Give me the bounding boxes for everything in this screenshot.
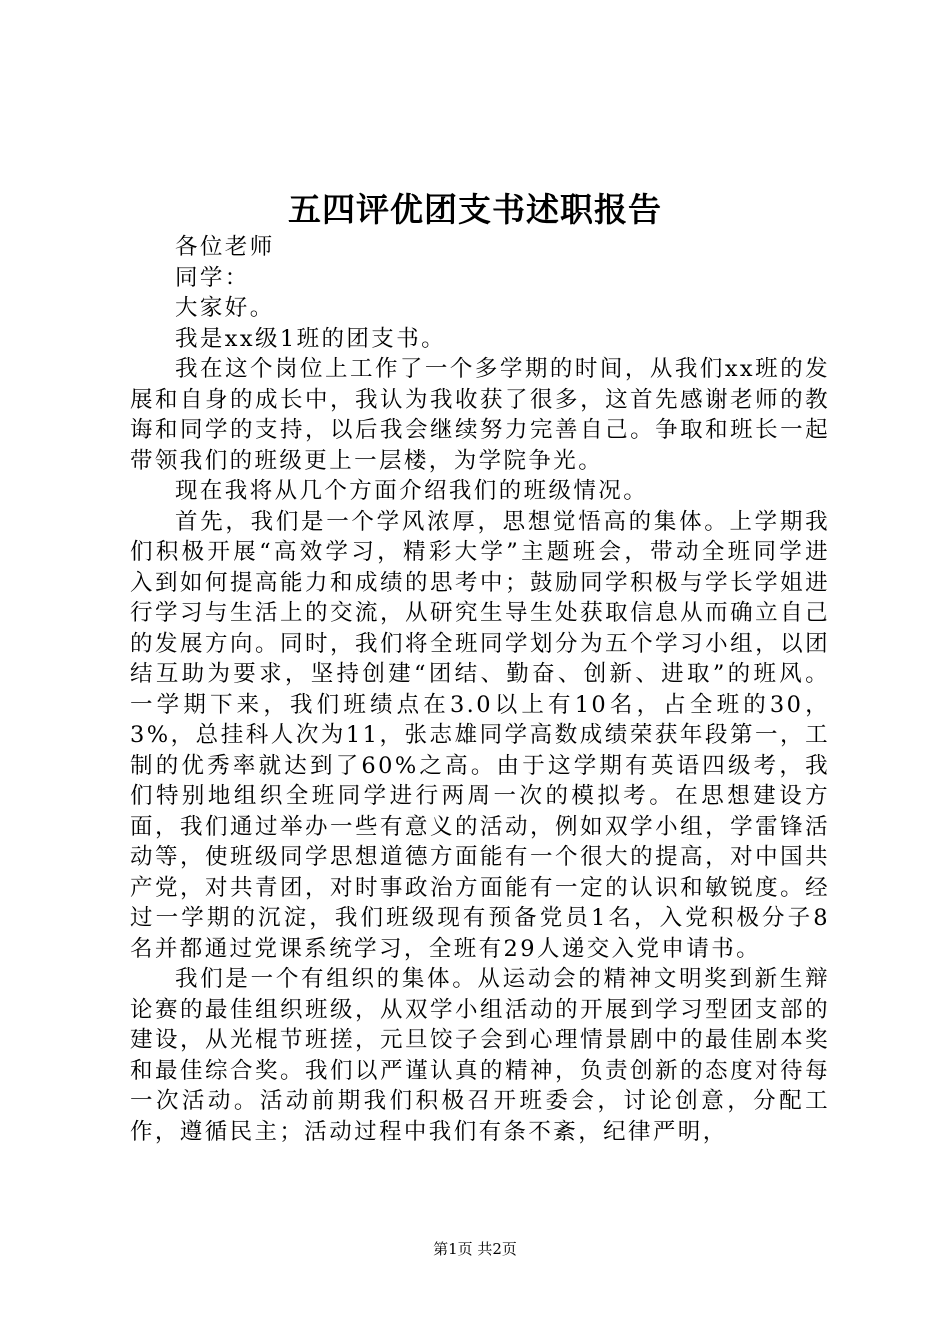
document-title: 五四评优团支书述职报告	[288, 190, 662, 229]
body-paragraph: 我是xx级1班的团支书。	[175, 325, 446, 352]
document-body	[130, 232, 830, 1147]
body-paragraph: 我在这个岗位上工作了一个多学期的时间，从我们xx班的发展和自身的成长中，我认为我收获了很多，这首先感谢老师的教诲和同学的支持，以后我会继续努力完善自己。争取和班长一起带领我们的班级更上一层楼，为学院争光。	[130, 356, 830, 474]
body-paragraph: 首先，我们是一个学风浓厚，思想觉悟高的集体。上学期我们积极开展“高效学习，精彩大学”主题班会，带动全班同学进入到如何提高能力和成绩的思考中；鼓励同学积极与学长学姐进行学习与生活上的交流，从研究生导生处获取信息从而确立自己的发展方向。同时，我们将全班同学划分为五个学习小组，以团结互助为要求，坚持创建“团结、勤奋、创新、进取”的班风。一学期下来，我们班绩点在3.0以上有10名，占全班的30，3%，总挂科人次为11，张志雄同学高数成绩荣获年段第一，工制的优秀率就达到了60%之高。由于这学期有英语四级考，我们特别地组织全班同学进行两周一次的模拟考。在思想建设方面，我们通过举办一些有意义的活动，例如双学小组，学雷锋活动等，使班级同学思想道德方面能有一个很大的提高，对中国共产党，对共青团，对时事政治方面能有一定的认识和敏锐度。经过一学期的沉淀，我们班级现有预备党员1名，入党积极分子8名并都通过党课系统学习，全班有29人递交入党申请书。	[130, 508, 830, 962]
salutation-line: 同学：	[175, 264, 250, 291]
greeting-line: 大家好。	[175, 295, 275, 321]
salutation-line: 各位老师	[175, 234, 275, 260]
body-paragraph: 现在我将从几个方面介绍我们的班级情况。	[175, 478, 649, 504]
body-paragraph: 我们是一个有组织的集体。从运动会的精神文明奖到新生辩论赛的最佳组织班级，从双学小组活动的开展到学习型团支部的建设，从光棍节班搓，元旦饺子会到心理情景剧中的最佳剧本奖和最佳综合奖。我们以严谨认真的精神，负责创新的态度对待每一次活动。活动前期我们积极召开班委会，讨论创意，分配工作，遵循民主；活动过程中我们有条不紊，纪律严明，	[130, 966, 830, 1145]
page-number-footer: 第1页 共2页	[433, 1240, 517, 1258]
